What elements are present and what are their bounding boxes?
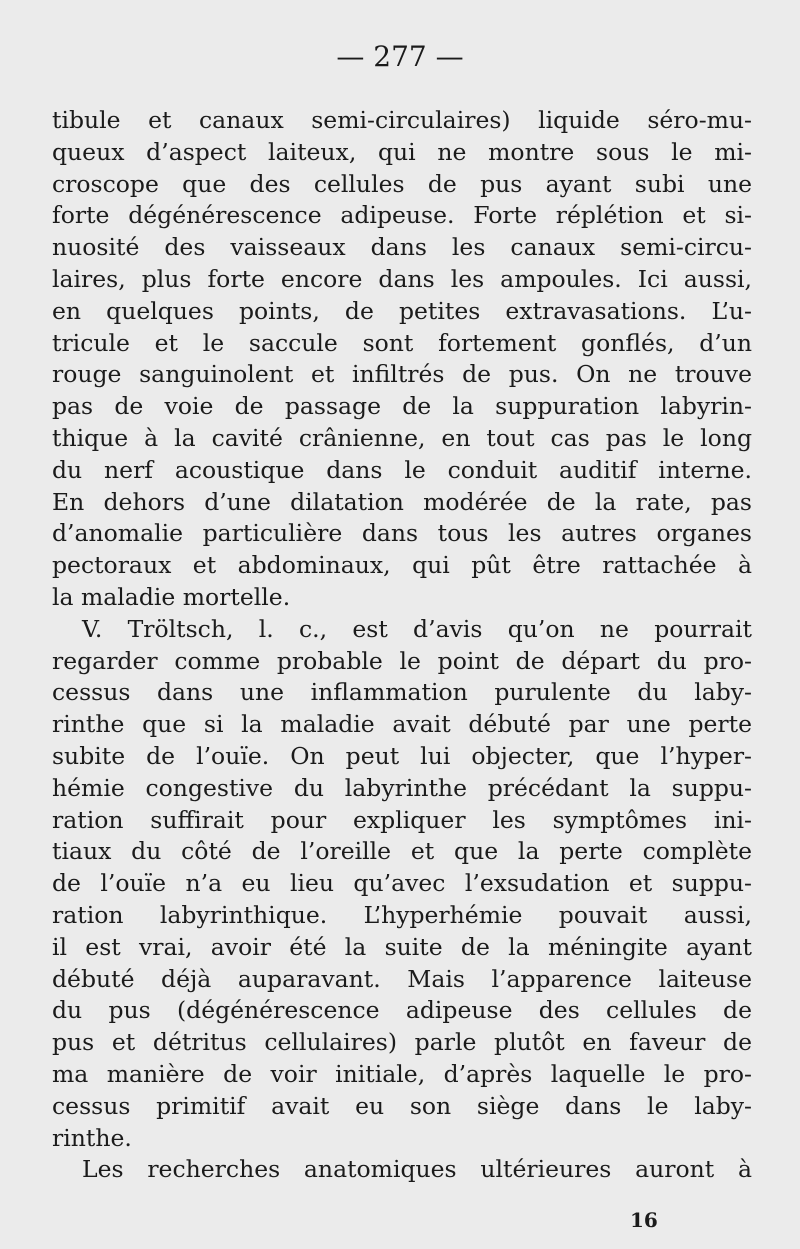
paragraph-start-line: V. Tröltsch, l. c., est d’avis qu’on ne pourrait [82,614,752,643]
paragraph-end-line: la maladie mortelle. [52,582,291,611]
text-line: d’anomalie particulière dans tous les autres organes [52,519,752,548]
text-line: en quelques points, de petites extravasations. L’u- [52,296,752,325]
text-line: subite de l’ouïe. On peut lui objecter, que l’hyper- [52,741,752,770]
text-line: rinthe que si la maladie avait débuté par une perte [52,710,752,739]
text-line: laires, plus forte encore dans les ampoules. Ici aussi, [52,264,752,293]
text-line: tricule et le saccule sont fortement gonflés, d’un [52,328,752,357]
paragraph-start-line: Les recherches anatomiques ultérieures auront à [82,1155,752,1184]
text-line: cessus primitif avait eu son siège dans le laby- [52,1091,752,1120]
text-line: forte dégénérescence adipeuse. Forte réplétion et si- [52,201,752,230]
text-line: ration labyrinthique. L’hyperhémie pouvait aussi, [52,900,752,929]
text-line: regarder comme probable le point de départ du pro- [52,646,752,675]
text-line: débuté déjà auparavant. Mais l’apparence laiteuse [52,964,752,993]
text-line: de l’ouïe n’a eu lieu qu’avec l’exsudation et suppu- [52,869,752,898]
text-line: ration suffirait pour expliquer les symptômes ini- [52,805,752,834]
text-line: hémie congestive du labyrinthe précédant la suppu- [52,773,752,802]
paragraph-end-line: rinthe. [52,1123,132,1152]
text-line: du nerf acoustique dans le conduit auditif interne. [52,455,752,484]
text-line: En dehors d’une dilatation modérée de la rate, pas [52,487,752,516]
text-line: cessus dans une inflammation purulente du laby- [52,678,752,707]
text-line: pus et détritus cellulaires) parle plutôt en faveur de [52,1028,752,1057]
text-line: tiaux du côté de l’oreille et que la perte complète [52,837,752,866]
text-line: nuosité des vaisseaux dans les canaux semi-circu- [52,233,752,262]
body-text [52,105,752,1186]
text-line: thique à la cavité crânienne, en tout cas pas le long [52,423,752,452]
text-line: croscope que des cellules de pus ayant subi une [52,169,752,198]
text-line: il est vrai, avoir été la suite de la méningite ayant [52,932,752,961]
text-line: tibule et canaux semi-circulaires) liquide séro-mu- [52,106,752,134]
text-line: ma manière de voir initiale, d’après laquelle le pro- [52,1059,752,1088]
signature-mark: 16 [630,1208,658,1232]
page-number: — 277 — [336,40,464,73]
text-line: rouge sanguinolent et infiltrés de pus. On ne trouve [52,360,752,389]
text-line: pectoraux et abdominaux, qui pût être rattachée à [52,551,752,580]
text-line: queux d’aspect laiteux, qui ne montre sous le mi- [52,137,752,166]
text-line: du pus (dégénérescence adipeuse des cellules de [52,996,752,1025]
text-line: pas de voie de passage de la suppuration labyrin- [52,392,752,421]
